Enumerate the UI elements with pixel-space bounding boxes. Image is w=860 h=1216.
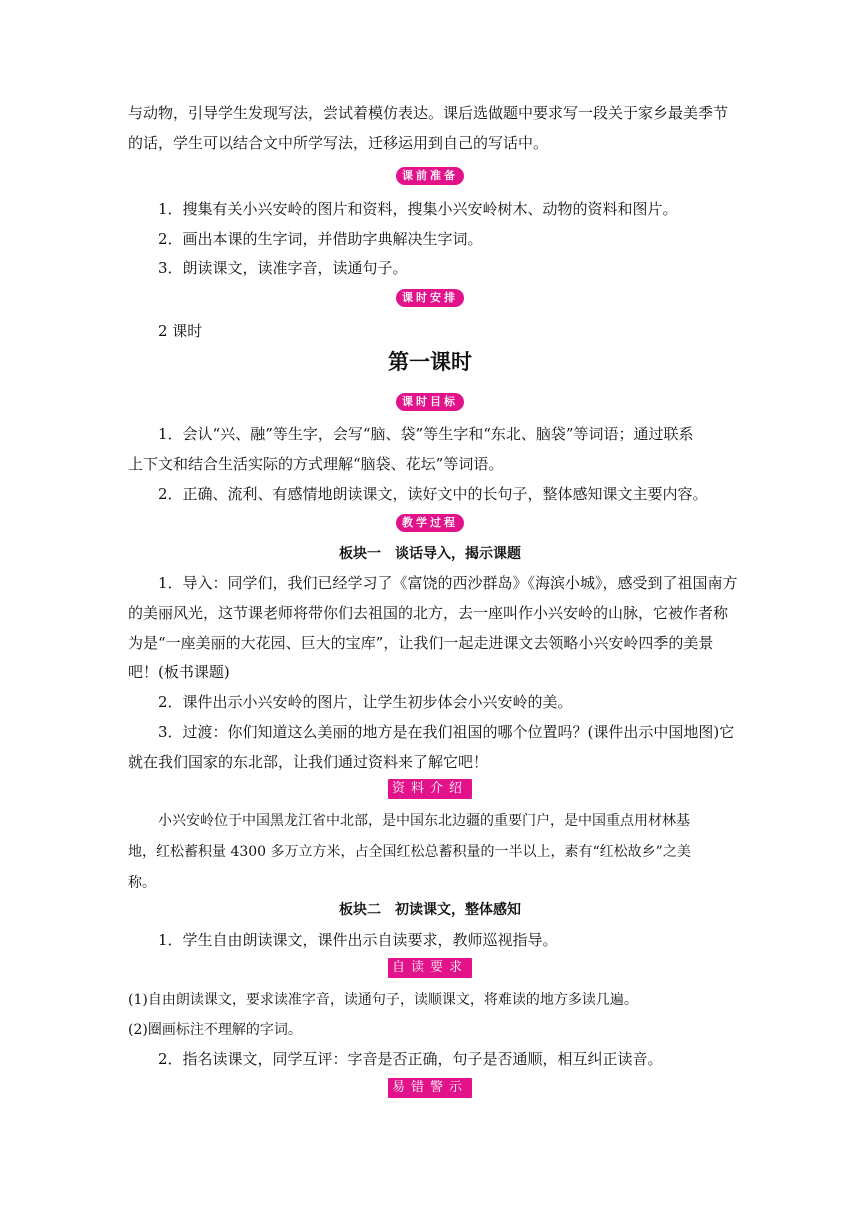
text-line: 2 课时 <box>158 322 203 340</box>
block-heading: 板块二 初读课文，整体感知 <box>339 902 521 918</box>
badge-schedule: 课时安排 <box>396 289 464 307</box>
badge-row <box>0 779 860 799</box>
text-line: 3．过渡：你们知道这么美丽的地方是在我们祖国的哪个位置吗？(课件出示中国地图)它 <box>158 723 735 741</box>
text-line: 1．会认“兴、融”等生字，会写“脑、袋”等生字和“东北、脑袋”等词语；通过联系 <box>158 425 694 443</box>
badge-row <box>0 393 860 411</box>
text-line: 的美丽风光，这节课老师将带你们去祖国的北方，去一座叫作小兴安岭的山脉，它被作者称 <box>128 604 729 622</box>
badge-row <box>0 1078 860 1098</box>
badge-row <box>0 514 860 532</box>
text-line: 2．课件出示小兴安岭的图片，让学生初步体会小兴安岭的美。 <box>158 693 573 711</box>
badge-process: 教学过程 <box>396 514 464 532</box>
lesson-title: 第一课时 <box>388 350 472 374</box>
block-heading: 板块一 谈话导入，揭示课题 <box>339 546 521 562</box>
text-line: 2．正确、流利、有感情地朗读课文，读好文中的长句子，整体感知课文主要内容。 <box>158 485 708 503</box>
badge-info: 资料介绍 <box>388 779 472 799</box>
badge-row <box>0 289 860 307</box>
badge-self-read: 自读要求 <box>388 958 472 978</box>
text-line: 的话，学生可以结合文中所学写法，迁移运用到自己的写话中。 <box>128 134 549 152</box>
badge-row <box>0 958 860 978</box>
text-line: 1．搜集有关小兴安岭的图片和资料，搜集小兴安岭树木、动物的资料和图片。 <box>158 200 678 218</box>
requirement-line: (1)自由朗读课文，要求读准字音，读通句子，读顺课文，将难读的地方多读几遍。 <box>128 992 638 1008</box>
info-line: 称。 <box>128 875 156 891</box>
text-line: 3．朗读课文，读准字音，读通句子。 <box>158 259 408 277</box>
info-line: 小兴安岭位于中国黑龙江省中北部，是中国东北边疆的重要门户，是中国重点用材林基 <box>158 813 690 829</box>
requirement-line: (2)圈画标注不理解的字词。 <box>128 1022 302 1038</box>
text-line: 为是“一座美丽的大花园、巨大的宝库”，让我们一起走进课文去领略小兴安岭四季的美景 <box>128 634 714 652</box>
text-line: 就在我们国家的东北部，让我们通过资料来了解它吧！ <box>128 753 489 771</box>
badge-warning: 易错警示 <box>388 1078 472 1098</box>
text-line: 吧！(板书课题) <box>128 663 230 681</box>
text-line: 2．指名读课文，同学互评：字音是否正确，句子是否通顺，相互纠正读音。 <box>158 1050 663 1068</box>
info-line: 地，红松蓄积量 4300 多万立方米，占全国红松总蓄积量的一半以上，素有“红松故乡”之美 <box>128 844 691 860</box>
badge-goals: 课时目标 <box>396 393 464 411</box>
text-line: 上下文和结合生活实际的方式理解“脑袋、花坛”等词语。 <box>128 455 504 473</box>
text-line: 1．导入：同学们，我们已经学习了《富饶的西沙群岛》《海滨小城》，感受到了祖国南方 <box>158 574 738 592</box>
badge-row <box>0 167 860 185</box>
text-line: 与动物，引导学生发现写法，尝试着模仿表达。课后选做题中要求写一段关于家乡最美季节 <box>128 104 729 122</box>
text-line: 2．画出本课的生字词，并借助字典解决生字词。 <box>158 230 483 248</box>
badge-prep: 课前准备 <box>396 167 464 185</box>
text-line: 1．学生自由朗读课文，课件出示自读要求，教师巡视指导。 <box>158 931 558 949</box>
